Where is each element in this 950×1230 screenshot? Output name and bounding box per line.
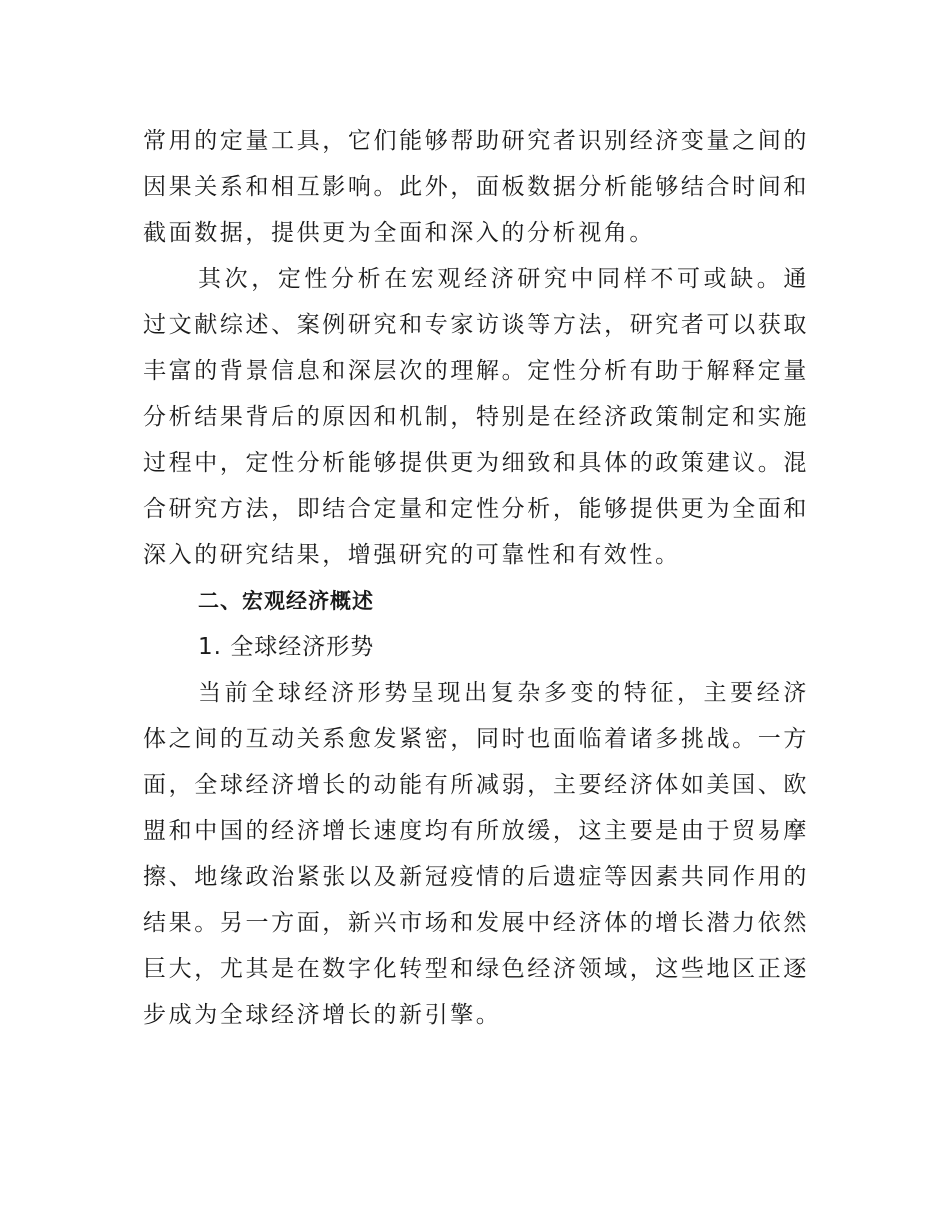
paragraph-continued: 常用的定量工具，它们能够帮助研究者识别经济变量之间的因果关系和相互影响。此外，面板数据分析能够结合时间和截面数据，提供更为全面和深入的分析视角。 bbox=[143, 128, 809, 246]
section-heading: 二、宏观经济概述 bbox=[198, 589, 374, 613]
document-body bbox=[143, 118, 809, 1038]
paragraph-qualitative-analysis: 其次，定性分析在宏观经济研究中同样不可或缺。通过文献综述、案例研究和专家访谈等方法，研究者可以获取丰富的背景信息和深层次的理解。定性分析有助于解释定量分析结果背后的原因和机制，特别是在经济政策制定和实施过程中，定性分析能够提供更为细致和具体的政策建议。混合研究方法，即结合定量和定性分析，能够提供更为全面和深入的研究结果，增强研究的可靠性和有效性。 bbox=[143, 266, 809, 568]
paragraph-global-economy: 当前全球经济形势呈现出复杂多变的特征，主要经济体之间的互动关系愈发紧密，同时也面临着诸多挑战。一方面，全球经济增长的动能有所减弱，主要经济体如美国、欧盟和中国的经济增长速度均有所放缓，这主要是由于贸易摩擦、地缘政治紧张以及新冠疫情的后遗症等因素共同作用的结果。另一方面，新兴市场和发展中经济体的增长潜力依然巨大，尤其是在数字化转型和绿色经济领域，这些地区正逐步成为全球经济增长的新引擎。 bbox=[143, 680, 809, 1028]
subsection-heading: 1. 全球经济形势 bbox=[198, 634, 375, 660]
